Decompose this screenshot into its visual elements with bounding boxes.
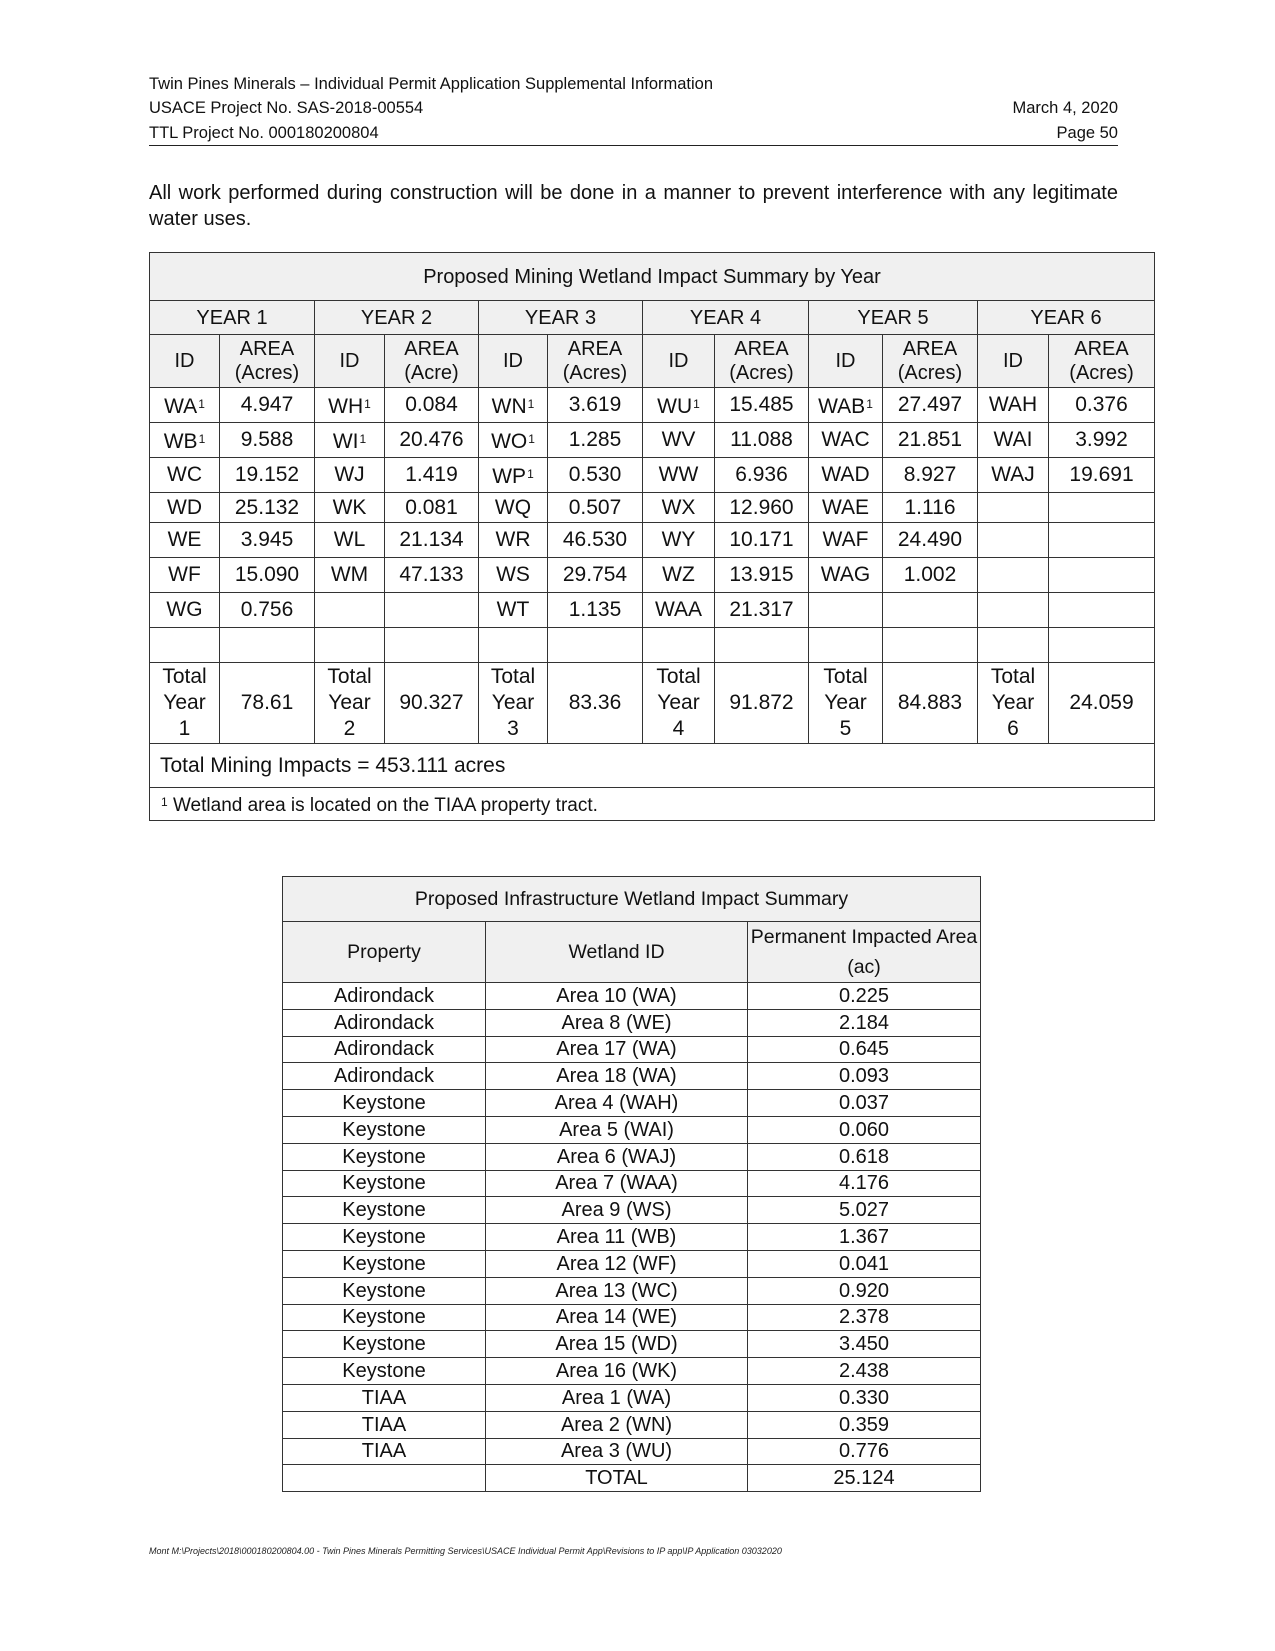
wetland-id-cell: Area 17 (WA) [486,1036,748,1063]
wetland-area-cell: 1.285 [548,423,643,458]
impacted-area-cell: 0.776 [748,1438,981,1465]
property-cell: Keystone [283,1277,486,1304]
table-row [283,1411,981,1438]
footer-file-path: Mont M:\Projects\2018\000180200804.00 - Twin Pines Minerals Permitting Services\USACE Individual Permit App\Revisions to IP app\IP Application 03032020 [149,1546,782,1556]
total-row [283,1465,981,1492]
footnote [150,788,1155,821]
header-ttl-project: TTL Project No. 000180200804 [149,124,379,142]
wetland-area-cell [1049,593,1155,628]
id-column-header: ID [150,335,220,388]
wetland-id-cell [978,493,1049,523]
impacted-area-cell: 0.093 [748,1063,981,1090]
header-page-number: Page 50 [1056,124,1118,142]
property-cell: Keystone [283,1090,486,1117]
wetland-id: WM [330,563,369,586]
mining-table-title: Proposed Mining Wetland Impact Summary by Year [150,253,1155,301]
property-cell: Adirondack [283,983,486,1010]
header-title: Twin Pines Minerals – Individual Permit Application Supplemental Information [149,75,714,93]
wetland-id-cell [150,423,220,458]
wetland-id: WC [167,463,202,486]
wetland-area-cell [1049,493,1155,523]
year-header: YEAR 5 [809,301,978,335]
infra-header-wetland-id: Wetland ID [486,922,748,983]
wetland-area-cell: 0.530 [548,458,643,493]
table-row [283,1438,981,1465]
wetland-area-cell: 20.476 [385,423,479,458]
impacted-area-cell: 0.618 [748,1143,981,1170]
wetland-id-cell [978,558,1049,593]
wetland-id: WAF [822,528,869,551]
wetland-area-cell: 0.756 [220,593,315,628]
wetland-id-cell: Area 15 (WD) [486,1331,748,1358]
wetland-area-cell: 25.132 [220,493,315,523]
year-total-label-line: Total [327,665,372,688]
wetland-id-cell: Area 14 (WE) [486,1304,748,1331]
wetland-id: WAG [820,563,871,586]
id-column-header: ID [643,335,715,388]
infra-table-title: Proposed Infrastructure Wetland Impact Summary [283,877,981,922]
table-row [283,1009,981,1036]
property-cell: Keystone [283,1197,486,1224]
year-total-label [315,663,385,744]
property-cell: TIAA [283,1438,486,1465]
wetland-id: WAE [821,495,870,519]
year-total-label [809,663,883,744]
impacted-area-cell: 0.041 [748,1250,981,1277]
impacted-area-cell: 0.060 [748,1116,981,1143]
wetland-id-cell [643,493,715,523]
wetland-id-cell [809,423,883,458]
property-cell: Adirondack [283,1036,486,1063]
wetland-id-cell [315,558,385,593]
wetland-id-cell: Area 9 (WS) [486,1197,748,1224]
year-total-label-line: 5 [839,717,852,740]
wetland-id-cell [479,458,548,493]
wetland-id-cell [315,593,385,628]
wetland-area-cell: 3.992 [1049,423,1155,458]
impacted-area-cell: 0.359 [748,1411,981,1438]
wetland-id-cell: Area 4 (WAH) [486,1090,748,1117]
wetland-area-cell: 8.927 [883,458,978,493]
wetland-id-cell [479,628,548,663]
year-total-label-line: Total [823,665,868,688]
wetland-id: WO [491,429,528,453]
wetland-id: WN [491,394,527,418]
wetland-id-cell [978,388,1049,423]
wetland-id-cell [150,458,220,493]
property-cell: Keystone [283,1331,486,1358]
wetland-area-cell: 1.002 [883,558,978,593]
footnote-text: Wetland area is located on the TIAA property tract. [172,795,598,816]
wetland-id-cell [315,458,385,493]
wetland-area-cell: 9.588 [220,423,315,458]
wetland-area-cell: 4.947 [220,388,315,423]
footnote-marker: 1 [364,396,371,411]
wetland-id-cell [315,423,385,458]
year-total-value: 84.883 [883,663,978,744]
wetland-id: WG [166,598,203,621]
year-total-label-line: 2 [343,717,356,740]
wetland-area-cell: 47.133 [385,558,479,593]
wetland-area-cell [1049,558,1155,593]
footnote-marker: 1 [528,431,535,446]
impacted-area-cell: 0.645 [748,1036,981,1063]
intro-paragraph: All work performed during construction will be done in a manner to prevent interference with any legitimate water uses. [149,182,1118,230]
wetland-id: WS [496,563,530,586]
area-column-header: AREA (Acres) [548,335,643,388]
wetland-id-cell [150,558,220,593]
wetland-id-cell [809,458,883,493]
impacted-area-cell: 0.330 [748,1384,981,1411]
wetland-id-cell [809,628,883,663]
wetland-id: WY [661,528,696,551]
wetland-area-cell: 11.088 [715,423,809,458]
wetland-id: WAJ [991,463,1035,486]
impacted-area-cell: 0.037 [748,1090,981,1117]
wetland-id-cell [479,493,548,523]
table-row [283,1277,981,1304]
wetland-id-cell [479,388,548,423]
header-date: March 4, 2020 [1012,99,1118,117]
year-total-label-line: 3 [507,717,519,740]
wetland-id-cell [978,423,1049,458]
impacted-area-cell: 2.438 [748,1358,981,1385]
wetland-id-cell [809,523,883,558]
property-cell: TIAA [283,1384,486,1411]
wetland-area-cell: 29.754 [548,558,643,593]
wetland-id: WF [168,563,201,586]
total-mining-impacts: Total Mining Impacts = 453.111 acres [150,744,1155,788]
wetland-id-cell: Area 2 (WN) [486,1411,748,1438]
wetland-id-cell [809,388,883,423]
wetland-id-cell: Area 7 (WAA) [486,1170,748,1197]
wetland-id-cell: Area 11 (WB) [486,1224,748,1251]
property-cell: Keystone [283,1358,486,1385]
property-cell: Adirondack [283,1063,486,1090]
year-header: YEAR 3 [479,301,643,335]
wetland-id-cell [643,628,715,663]
wetland-area-cell [220,628,315,663]
wetland-id-cell [978,458,1049,493]
year-header: YEAR 6 [978,301,1155,335]
wetland-id: WAD [821,463,870,486]
year-total-label-line: Year [991,691,1035,714]
wetland-id: WX [661,495,696,519]
wetland-area-cell: 1.116 [883,493,978,523]
table-row [283,1358,981,1385]
total-empty-cell [283,1465,486,1492]
footnote-marker: 1 [198,431,206,446]
year-total-label-line: Year [328,691,371,714]
footnote-marker: 1 [527,466,534,481]
id-column-header: ID [978,335,1049,388]
wetland-id: WAH [988,393,1038,416]
wetland-id-cell [150,388,220,423]
property-cell: Keystone [283,1250,486,1277]
wetland-id: WT [496,598,530,621]
wetland-id-cell [978,628,1049,663]
wetland-id: WA [164,394,198,418]
wetland-id-cell [643,523,715,558]
wetland-area-cell [883,628,978,663]
wetland-id-cell: Area 6 (WAJ) [486,1143,748,1170]
wetland-id-cell: Area 13 (WC) [486,1277,748,1304]
impacted-area-cell: 5.027 [748,1197,981,1224]
wetland-area-cell: 46.530 [548,523,643,558]
wetland-area-cell [715,628,809,663]
mining-impact-table [149,252,1155,821]
wetland-area-cell [883,593,978,628]
year-header: YEAR 2 [315,301,479,335]
wetland-area-cell: 1.135 [548,593,643,628]
property-cell: Keystone [283,1224,486,1251]
wetland-id: WD [167,495,202,519]
wetland-id: WV [661,428,696,451]
year-total-label-line: 6 [1007,717,1019,740]
wetland-id-cell [809,558,883,593]
year-total-label-line: 4 [672,717,685,740]
wetland-id-cell [150,493,220,523]
wetland-id-cell [643,593,715,628]
wetland-id-cell [315,628,385,663]
wetland-id: WJ [334,463,365,486]
area-column-header: AREA (Acres) [1049,335,1155,388]
wetland-area-cell [385,628,479,663]
wetland-area-cell [385,593,479,628]
property-cell: Keystone [283,1143,486,1170]
wetland-area-cell: 13.915 [715,558,809,593]
wetland-id: WAA [654,598,703,621]
id-column-header: ID [809,335,883,388]
wetland-id-cell [150,628,220,663]
wetland-id: WAC [821,428,870,451]
year-header: YEAR 4 [643,301,809,335]
wetland-id: WK [332,495,367,519]
wetland-id-cell [315,523,385,558]
wetland-area-cell [548,628,643,663]
wetland-id-cell [479,593,548,628]
wetland-area-cell: 19.152 [220,458,315,493]
wetland-area-cell: 15.090 [220,558,315,593]
wetland-id-cell [479,523,548,558]
infrastructure-impact-table [282,876,981,1492]
wetland-id-cell [643,388,715,423]
table-row [283,1384,981,1411]
footnote-marker: 1 [866,396,873,411]
wetland-id: WW [658,463,699,486]
wetland-id-cell [315,388,385,423]
wetland-id-cell [809,493,883,523]
table-row [283,1063,981,1090]
wetland-area-cell [1049,523,1155,558]
property-cell: Keystone [283,1304,486,1331]
wetland-id-cell: Area 3 (WU) [486,1438,748,1465]
impacted-area-cell: 2.184 [748,1009,981,1036]
property-cell: Keystone [283,1170,486,1197]
total-value: 25.124 [748,1465,981,1492]
wetland-area-cell: 21.317 [715,593,809,628]
total-label: TOTAL [486,1465,748,1492]
wetland-id: WQ [494,495,532,519]
year-total-label-line: Year [657,691,700,714]
property-cell: Adirondack [283,1009,486,1036]
area-column-header: AREA (Acres) [715,335,809,388]
footnote-marker: 1 [693,396,700,411]
impacted-area-cell: 2.378 [748,1304,981,1331]
table-row [283,983,981,1010]
wetland-id-cell: Area 18 (WA) [486,1063,748,1090]
year-total-label-line: Year [824,691,867,714]
wetland-area-cell: 19.691 [1049,458,1155,493]
wetland-id-cell [643,423,715,458]
footnote-marker: 1 [527,396,535,411]
wetland-area-cell: 0.084 [385,388,479,423]
year-total-value: 78.61 [220,663,315,744]
wetland-area-cell: 15.485 [715,388,809,423]
year-total-label-line: Total [490,665,536,688]
wetland-id-cell [315,493,385,523]
wetland-id: WI [332,429,359,453]
year-total-label-line: Total [162,665,207,688]
wetland-area-cell: 12.960 [715,493,809,523]
wetland-area-cell: 27.497 [883,388,978,423]
area-column-header: AREA (Acres) [883,335,978,388]
wetland-id-cell: Area 5 (WAI) [486,1116,748,1143]
wetland-id-cell: Area 1 (WA) [486,1384,748,1411]
table-row [283,1116,981,1143]
wetland-area-cell: 3.945 [220,523,315,558]
wetland-area-cell: 10.171 [715,523,809,558]
year-total-value: 90.327 [385,663,479,744]
wetland-id: WU [657,394,693,418]
year-total-label-line: Year [491,691,535,714]
wetland-id-cell: Area 10 (WA) [486,983,748,1010]
year-total-label [978,663,1049,744]
table-row [283,1143,981,1170]
wetland-id: WR [495,528,531,551]
wetland-area-cell: 21.134 [385,523,479,558]
footnote-marker: 1 [161,795,168,809]
id-column-header: ID [479,335,548,388]
table-row [283,1197,981,1224]
table-row [283,1331,981,1358]
table-row [283,1090,981,1117]
table-row [283,1304,981,1331]
year-total-label [479,663,548,744]
wetland-area-cell: 0.507 [548,493,643,523]
header-usace-project: USACE Project No. SAS-2018-00554 [149,99,424,117]
area-column-header: AREA (Acre) [385,335,479,388]
impacted-area-cell: 0.920 [748,1277,981,1304]
wetland-area-cell: 0.081 [385,493,479,523]
wetland-area-cell: 24.490 [883,523,978,558]
year-header: YEAR 1 [150,301,315,335]
property-cell: Keystone [283,1116,486,1143]
footnote-marker: 1 [198,396,205,411]
wetland-id-cell [643,458,715,493]
footnote-marker: 1 [359,431,367,446]
wetland-area-cell: 6.936 [715,458,809,493]
wetland-id-cell [643,558,715,593]
table-row [283,1250,981,1277]
impacted-area-cell: 4.176 [748,1170,981,1197]
wetland-id-cell: Area 16 (WK) [486,1358,748,1385]
wetland-id-cell: Area 8 (WE) [486,1009,748,1036]
wetland-id: WZ [662,563,695,586]
infra-header-area: Permanent Impacted Area (ac) [748,922,981,983]
impacted-area-cell: 0.225 [748,983,981,1010]
wetland-id-cell [479,558,548,593]
year-total-label-line: 1 [178,717,191,740]
wetland-id: WE [167,528,202,551]
wetland-id: WH [328,394,364,418]
year-total-label-line: Total [990,665,1036,688]
year-total-label-line: Year [163,691,206,714]
year-total-label [643,663,715,744]
page-header [149,72,1118,146]
wetland-id: WB [163,429,198,453]
table-row [283,1224,981,1251]
wetland-id: WAB [818,394,866,418]
property-cell: TIAA [283,1411,486,1438]
impacted-area-cell: 3.450 [748,1331,981,1358]
wetland-area-cell: 1.419 [385,458,479,493]
wetland-id-cell [978,523,1049,558]
year-total-value: 91.872 [715,663,809,744]
id-column-header: ID [315,335,385,388]
wetland-id-cell [479,423,548,458]
wetland-area-cell: 3.619 [548,388,643,423]
wetland-id-cell [150,523,220,558]
year-total-value: 83.36 [548,663,643,744]
wetland-id-cell: Area 12 (WF) [486,1250,748,1277]
wetland-area-cell [1049,628,1155,663]
wetland-id-cell [809,593,883,628]
wetland-id: WP [492,464,527,488]
table-row [283,1036,981,1063]
table-row [283,1170,981,1197]
wetland-area-cell: 0.376 [1049,388,1155,423]
year-total-label-line: Total [656,665,701,688]
infra-header-property: Property [283,922,486,983]
wetland-id: WL [333,528,366,551]
impacted-area-cell: 1.367 [748,1224,981,1251]
wetland-id-cell [978,593,1049,628]
year-total-label [150,663,220,744]
area-column-header: AREA (Acres) [220,335,315,388]
wetland-id-cell [150,593,220,628]
wetland-id: WAI [993,428,1033,451]
year-total-value: 24.059 [1049,663,1155,744]
wetland-area-cell: 21.851 [883,423,978,458]
